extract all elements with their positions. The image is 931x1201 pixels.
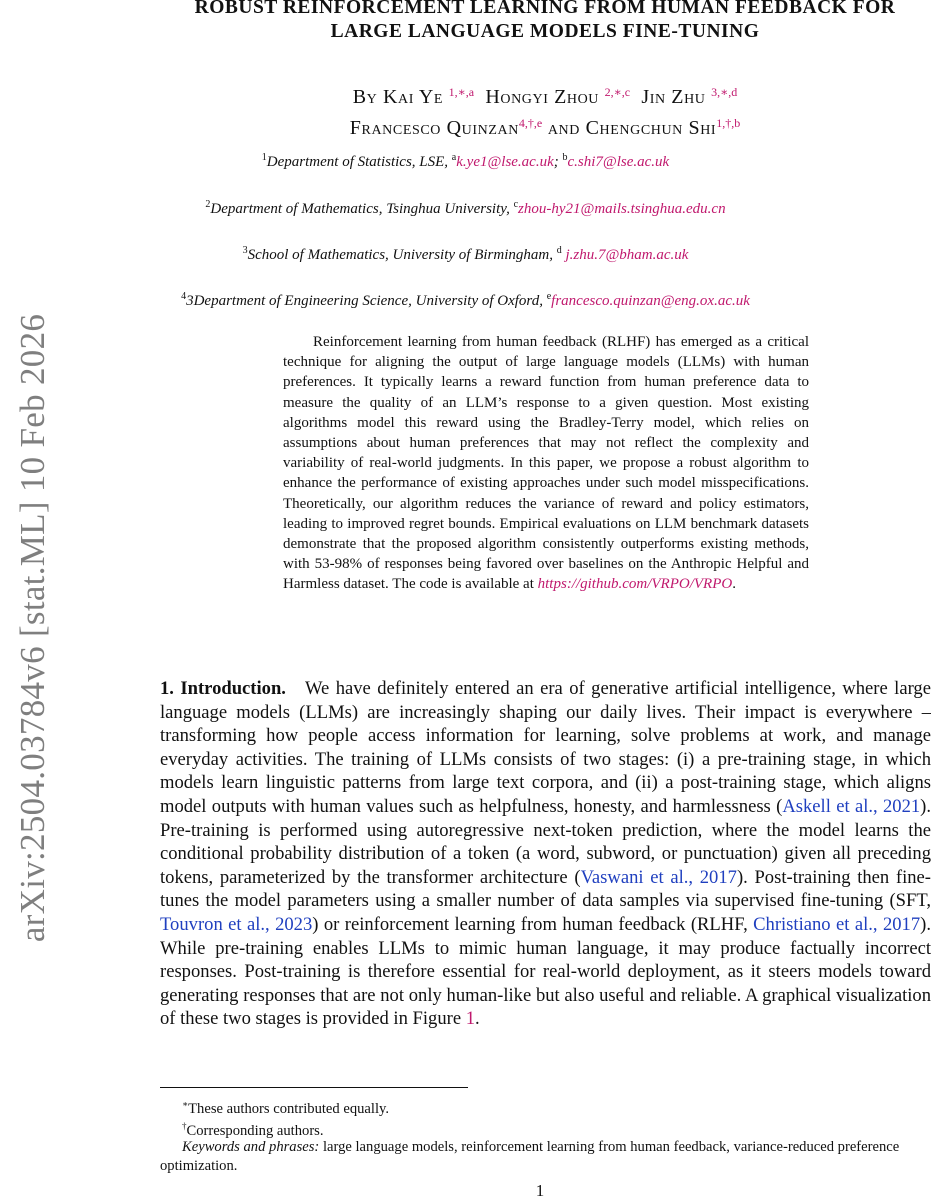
email-link[interactable]: c.shi7@lse.ac.uk	[567, 154, 670, 170]
author-marker: 1,†,b	[716, 116, 741, 130]
title-line-1: ROBUST REINFORCEMENT LEARNING FROM HUMAN FEEDBACK FOR	[194, 0, 896, 18]
author-name: Francesco Quinzan	[349, 117, 519, 139]
author-name: Jin Zhu	[641, 86, 706, 108]
footnote-divider	[160, 1087, 468, 1088]
keywords-text: large language models, reinforcement learning from human feedback, variance-reduced preference optimization.	[160, 1139, 900, 1174]
affiliation-3: $^3$School of Mathematics, University of Birmingham, $^d$ j.zhu.7@bham.ac.uk	[242, 245, 689, 263]
affiliation-1: $^1$Department of Statistics, LSE, $^a$k.ye1@lse.ac.uk; $^b$c.shi7@lse.ac.uk	[261, 152, 670, 170]
introduction-section: 1. Introduction. We have definitely entered an era of generative artificial intelligence, where large language models (LLMs) are increasingly shaping our daily lives. Their impact is everywhere – transforming how people access information for learning, solve problems at work, and manage everyday activities. The training of LLMs consists of two stages: (i) a pre-training stage, in which models learn linguistic patterns from large text corpora, and (ii) a post-training stage, which aligns model outputs with human values such as helpfulness, honesty, and harmlessness (Askell et al., 2021). Pre-training is performed using autoregressive next-token prediction, where the model learns the conditional probability distribution of a token (a word, subword, or punctuation) given all preceding tokens, parameterized by the transformer architecture (Vaswani et al., 2017). Post-training then fine-tunes the model parameters using a smaller number of data samples via supervised fine-tuning (SFT, Touvron et al., 2023) or reinforcement learning from human feedback (RLHF, Christiano et al., 2017). While pre-training enables LLMs to mimic human language, it may produce factually incorrect responses. Post-training is therefore essential for real-world deployment, as it steers models toward generating responses that are not only human-like but also useful and reliable. A graphical visualization of these two stages is provided in Figure 1.	[160, 678, 931, 1030]
citation-link[interactable]: Vaswani et al., 2017	[580, 866, 737, 888]
citation-link[interactable]: Christiano et al., 2017	[753, 913, 921, 935]
paper-title	[150, 0, 931, 44]
footnote-equal-contribution: ∗These authors contributed equally.	[182, 1099, 389, 1117]
author-line-2	[150, 110, 931, 141]
author-name: By Kai Ye	[352, 86, 444, 108]
author-name: Chengchun Shi	[585, 117, 717, 139]
author-marker: 4,†,e	[518, 116, 543, 130]
author-conjunction: and	[547, 117, 580, 139]
email-link[interactable]: k.ye1@lse.ac.uk	[456, 154, 554, 170]
author-marker: 2,∗,c	[604, 85, 631, 99]
arxiv-sidebar-stamp	[8, 0, 58, 1200]
email-link[interactable]: j.zhu.7@bham.ac.uk	[565, 247, 689, 263]
figure-reference-link[interactable]: 1	[465, 1008, 476, 1030]
email-link[interactable]: zhou-hy21@mails.tsinghua.edu.cn	[518, 201, 726, 217]
title-line-2: LARGE LANGUAGE MODELS FINE-TUNING	[330, 21, 760, 42]
citation-link[interactable]: Touvron et al., 2023	[160, 913, 313, 935]
affiliation-2: $^2$Department of Mathematics, Tsinghua University, $^c$zhou-hy21@mails.tsinghua.edu.cn	[205, 199, 726, 217]
keywords-label: Keywords and phrases:	[182, 1139, 320, 1155]
code-link[interactable]: https://github.com/VRPO/VRPO	[537, 576, 733, 593]
author-line-1	[150, 79, 931, 110]
email-link[interactable]: francesco.quinzan@eng.ox.ac.uk	[551, 293, 750, 309]
author-marker: 1,∗,a	[448, 85, 475, 99]
section-heading: 1. Introduction.	[160, 678, 286, 699]
arxiv-id: arXiv:2504.03784v6 [stat.ML] 10 Feb 2026	[13, 313, 52, 943]
citation-link[interactable]: Askell et al., 2021	[782, 795, 921, 817]
affiliation-4: $^4$3Department of Engineering Science, University of Oxford, $^e$francesco.quinzan@eng.ox.ac.uk	[181, 291, 750, 309]
page-number: 1	[535, 1181, 545, 1200]
author-marker: 3,∗,d	[711, 85, 738, 99]
footnote-corresponding: †Corresponding authors.	[182, 1121, 324, 1139]
author-list	[150, 79, 931, 141]
keywords	[160, 1138, 931, 1176]
author-name: Hongyi Zhou	[485, 86, 600, 108]
abstract-text: Reinforcement learning from human feedback (RLHF) has emerged as a critical technique for aligning the output of large language models (LLMs) with human preferences. It typically learns a reward function from human preference data to measure the quality of an LLM’s response to a given question. Most existing algorithms model this reward using the Bradley-Terry model, which relies on assumptions about human preferences that may not reflect the complexity and variability of real-world judgments. In this paper, we propose a robust algorithm to enhance the performance of existing approaches under such model misspecifications. Theoretically, our algorithm reduces the variance of reward and policy estimators, leading to improved regret bounds. Empirical evaluations on LLM benchmark datasets demonstrate that the proposed algorithm consistently outperforms existing methods, with 53-98% of responses being favored over baselines on the Anthropic Helpful and Harmless dataset. The code is available at	[283, 334, 809, 593]
abstract: Reinforcement learning from human feedback (RLHF) has emerged as a critical technique for aligning the output of large language models (LLMs) with human preferences. It typically learns a reward function from human preference data to measure the quality of an LLM’s response to a given question. Most existing algorithms model this reward using the Bradley-Terry model, which relies on assumptions about human preferences that may not reflect the complexity and variability of real-world judgments. In this paper, we propose a robust algorithm to enhance the performance of existing approaches under such model misspecifications. Theoretically, our algorithm reduces the variance of reward and policy estimators, leading to improved regret bounds. Empirical evaluations on LLM benchmark datasets demonstrate that the proposed algorithm consistently outperforms existing methods, with 53-98% of responses being favored over baselines on the Anthropic Helpful and Harmless dataset. The code is available at https://github.com/VRPO/VRPO.	[283, 334, 809, 593]
